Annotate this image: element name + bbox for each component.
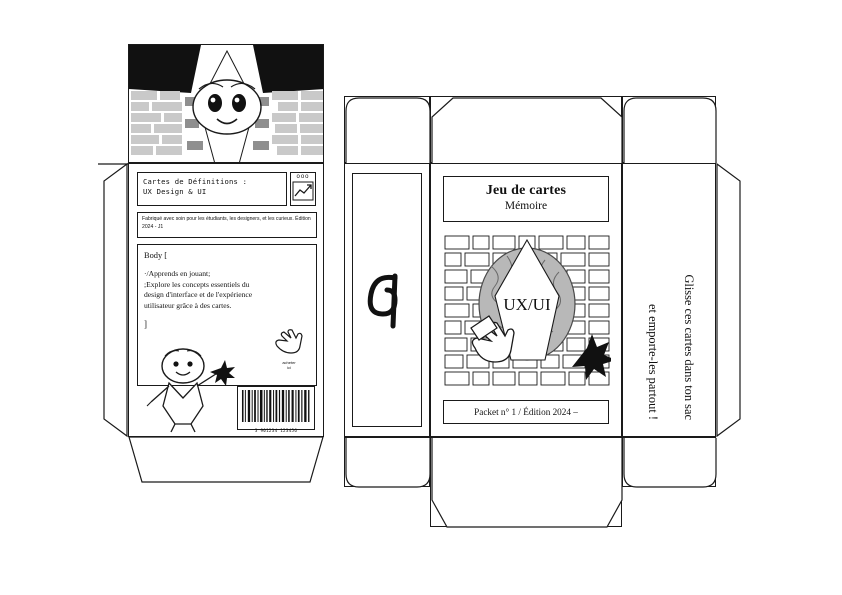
buy-caption-line2: ici	[287, 364, 291, 370]
front-panel	[128, 163, 324, 437]
side-bottom-flap-shape	[345, 438, 431, 488]
front-subtitle-box: Fabriqué avec soin pour les étudiants, les designers, et les curieux. Édition 2024 - J1	[137, 212, 317, 238]
front-title-line1: Cartes de Définitions :	[143, 177, 248, 186]
right-glue-flap	[716, 163, 748, 437]
side-panel-logo	[345, 272, 429, 335]
back-subtitle: Mémoire	[504, 200, 548, 212]
back-bottom-flap-shape	[431, 438, 623, 528]
front-bottom-flap	[98, 437, 324, 495]
back-panel-top-flap	[430, 96, 622, 163]
front-left-glue-flap	[98, 163, 128, 437]
back-panel-bottom-flap	[430, 437, 622, 527]
brain-maze-illustration	[441, 230, 611, 408]
brain-label: UX/UI	[503, 295, 551, 314]
back-title-box	[443, 176, 609, 222]
barcode	[237, 386, 315, 433]
right-bottom-flap-shape	[623, 438, 717, 488]
body-line-1: ·/Apprends en jouant;	[144, 268, 211, 278]
front-top-fold	[98, 146, 324, 168]
side-panel-bottom-flap	[344, 437, 430, 487]
logo-dots: ooo	[296, 174, 310, 180]
side-top-flap-shape	[345, 97, 431, 164]
body-close-bracket: ]	[144, 319, 147, 330]
buy-here-caption	[269, 360, 309, 370]
right-panel	[622, 163, 716, 437]
body-line-2: ;Explore les concepts essentiels du	[144, 279, 250, 289]
right-panel-bottom-flap	[622, 437, 716, 487]
right-panel-top-flap	[622, 96, 716, 163]
chart-arrow-icon	[292, 181, 314, 201]
back-footer-box: Packet n° 1 / Édition 2024 –	[443, 400, 609, 424]
buy-caption-line1: acheter	[282, 359, 296, 365]
right-top-flap-shape	[623, 97, 717, 164]
body-label: Body [	[144, 251, 168, 260]
side-panel	[344, 163, 430, 437]
front-title-line2: UX Design & UI	[143, 187, 207, 197]
back-panel	[430, 163, 622, 437]
front-logo-box	[290, 172, 316, 206]
body-line-4: utilisateur grâce à des cartes.	[144, 301, 232, 311]
logo-mark-icon	[364, 272, 410, 330]
back-title: Jeu de cartes	[485, 183, 567, 198]
character-illustration	[147, 346, 243, 432]
back-top-flap-shape	[431, 97, 623, 164]
right-panel-vertical-text	[623, 164, 717, 438]
vertical-line-1: Glisse ces cartes dans ton sac	[681, 274, 696, 420]
body-line-3: design d'interface et de l'expérience	[144, 290, 253, 300]
back-brain-artwork	[441, 230, 611, 408]
side-panel-top-flap	[344, 96, 430, 163]
pointing-hand-icon	[273, 330, 307, 358]
vertical-line-2: et emporte-les partout !	[646, 304, 661, 420]
front-title-box	[137, 172, 287, 206]
barcode-number: 3 901234 123456	[254, 428, 298, 433]
barcode-bars	[241, 390, 311, 422]
